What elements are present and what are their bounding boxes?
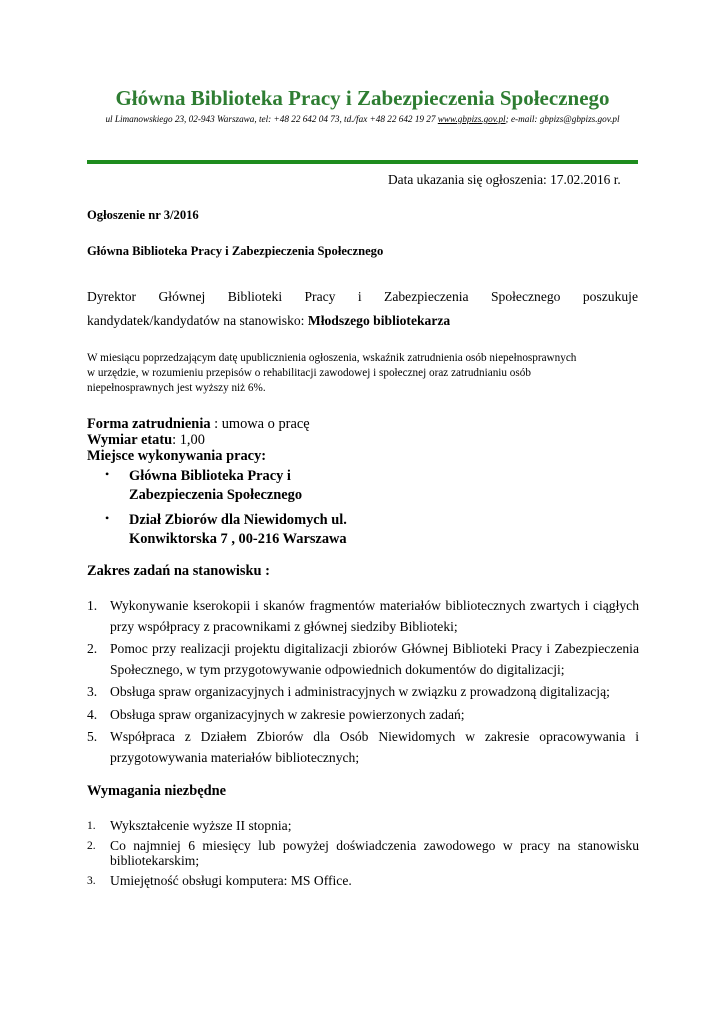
item-text: Co najmniej 6 miesięcy lub powyżej doświadczenia zawodowego w pracy na stanowisku bibliotekarskim;	[110, 837, 639, 868]
place-line: Zabezpieczenia Społecznego	[129, 487, 303, 503]
working-hours-value: : 1,00	[172, 432, 205, 448]
work-place-label: Miejsce wykonywania pracy:	[87, 448, 267, 464]
item-text: Współpraca z Działem Zbiorów dla Osób Niewidomych w zakresie opracowywania i przygotowywania materiałów bibliotecznych;	[110, 729, 639, 765]
intro-paragraph	[87, 285, 638, 333]
list-item	[87, 838, 639, 869]
intro-word: poszukuje	[582, 289, 638, 304]
email-text: ; e-mail: gbpizs@gbpizs.gov.pl	[505, 114, 620, 124]
item-text: Obsługa spraw organizacyjnych w zakresie powierzonych zadań;	[110, 706, 465, 722]
requirements-heading: Wymagania niezbędne	[87, 783, 226, 799]
place-line: Konwiktorska 7 , 00-216 Warszawa	[129, 531, 347, 547]
bullet-icon: •	[105, 511, 110, 525]
item-text: Obsługa spraw organizacyjnych i administracyjnych w związku z prowadzoną digitalizacją;	[110, 684, 610, 699]
intro-word: Głównej	[158, 289, 206, 304]
intro-word: Społecznego	[490, 289, 561, 304]
website-link[interactable]: www.gbpizs.gov.pl	[437, 114, 506, 124]
publication-date: Data ukazania się ogłoszenia: 17.02.2016 r.	[388, 172, 621, 187]
place-line: Główna Biblioteka Pracy i	[129, 468, 291, 484]
announcement-number: Ogłoszenie nr 3/2016	[87, 208, 199, 222]
item-number: 2.	[87, 839, 96, 852]
notice-line: niepełnosprawnych jest wyższy niż 6%.	[87, 382, 266, 394]
item-number: 2.	[87, 641, 98, 656]
list-item	[87, 705, 639, 726]
list-item	[87, 682, 639, 703]
position-title: Młodszego bibliotekarza	[307, 313, 451, 328]
item-number: 1.	[87, 598, 98, 613]
list-item	[87, 873, 639, 889]
address-line	[0, 114, 725, 124]
header-divider	[87, 160, 638, 164]
intro-word: Biblioteki	[227, 289, 283, 304]
list-item	[105, 511, 347, 549]
intro-word: i	[357, 289, 362, 304]
tasks-heading: Zakres zadań na stanowisku :	[87, 563, 270, 579]
disability-notice	[87, 351, 647, 396]
list-item	[87, 727, 639, 768]
list-item	[87, 596, 639, 637]
item-number: 3.	[87, 684, 98, 699]
work-places-list	[105, 467, 347, 551]
organization-name: Główna Biblioteka Pracy i Zabezpieczenia Społecznego	[87, 244, 384, 258]
place-line: Dział Zbiorów dla Niewidomych ul.	[129, 512, 347, 528]
list-item	[87, 639, 639, 680]
intro-word: Zabezpieczenia	[384, 289, 469, 304]
tasks-list	[87, 596, 639, 770]
employment-details	[87, 416, 310, 464]
working-hours-label: Wymiar etatu	[87, 432, 173, 448]
requirements-list	[87, 818, 639, 892]
item-text: Pomoc przy realizacji projektu digitalizacji zbiorów Głównej Biblioteki Pracy i Zabezpieczenia Społecznego, w tym przygotowywanie odpowiednich dokumentów do digitalizacji;	[110, 641, 639, 677]
employment-form-label: Forma zatrudnienia	[87, 416, 211, 432]
notice-line: W miesiącu poprzedzającym datę upublicznienia ogłoszenia, wskaźnik zatrudnienia osób niepełnosprawnych	[87, 352, 577, 364]
item-text: Wykształcenie wyższe II stopnia;	[110, 818, 292, 833]
bullet-icon: •	[105, 467, 110, 481]
organization-title: Główna Biblioteka Pracy i Zabezpieczenia Społecznego	[115, 86, 610, 110]
intro-prefix: kandydatek/kandydatów na stanowisko:	[87, 313, 308, 328]
intro-word: Pracy	[304, 289, 336, 304]
intro-word: Dyrektor	[87, 289, 137, 304]
item-text: Wykonywanie kserokopii i skanów fragmentów materiałów bibliotecznych zwartych i ciągłych przy współpracy z pracownikami z głównej siedziby Biblioteki;	[110, 598, 639, 634]
item-text: Umiejętność obsługi komputera: MS Office.	[110, 872, 352, 888]
item-number: 1.	[87, 820, 96, 832]
employment-form-value: : umowa o pracę	[210, 416, 310, 432]
list-item	[105, 467, 347, 505]
item-number: 4.	[87, 706, 98, 722]
notice-line: w urzędzie, w rozumieniu przepisów o rehabilitacji zawodowej i społecznej oraz zatrudnianiu osób	[87, 367, 531, 379]
address-text: ul Limanowskiego 23, 02-943 Warszawa, tel: +48 22 642 04 73, td./fax +48 22 642 19 27	[105, 114, 438, 124]
item-number: 3.	[87, 874, 96, 887]
item-number: 5.	[87, 729, 98, 744]
list-item	[87, 818, 639, 834]
